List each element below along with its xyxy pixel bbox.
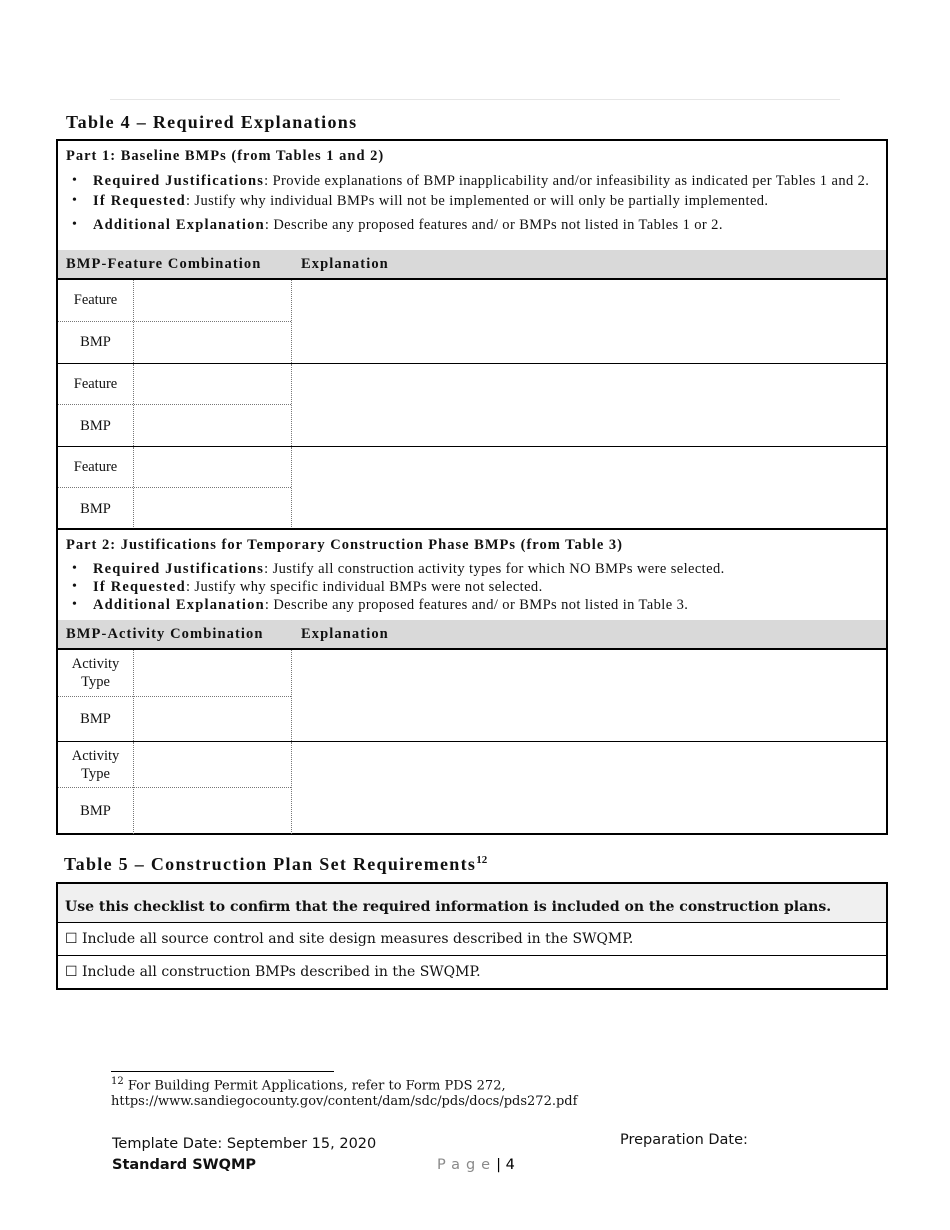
- checklist-item[interactable]: ☐ Include all construction BMPs described in the SWQMP.: [65, 964, 481, 980]
- list-item: • If Requested: Justify why specific individual BMPs were not selected.: [58, 578, 886, 596]
- table-row: [58, 363, 886, 446]
- page-indicator: Page| 4: [437, 1157, 515, 1173]
- feature-label: Feature: [73, 376, 118, 392]
- table-row: [58, 446, 886, 529]
- feature-label: Feature: [73, 292, 118, 308]
- table5: [56, 882, 888, 990]
- list-item: • Additional Explanation: Describe any proposed features and/ or BMPs not listed in Table 3.: [58, 596, 886, 614]
- checklist-header: Use this checklist to confirm that the required information is included on the construction plans.: [58, 884, 886, 923]
- checklist-item[interactable]: ☐ Include all source control and site design measures described in the SWQMP.: [58, 923, 886, 956]
- list-item: • Required Justifications: Provide explanations of BMP inapplicability and/or infeasibility as indicated per Tables 1 and 2.: [58, 172, 886, 190]
- table4: [56, 139, 888, 835]
- footnote-rule: [111, 1071, 334, 1072]
- bmp-label: BMP: [80, 711, 111, 727]
- bmp-label: BMP: [80, 803, 111, 819]
- footnote-url[interactable]: https://www.sandiegocounty.gov/content/dam/sdc/pds/docs/pds272.pdf: [111, 1094, 578, 1110]
- template-date: Template Date: September 15, 2020: [112, 1136, 377, 1152]
- preparation-date: Preparation Date:: [620, 1132, 748, 1148]
- col-bmp-activity-header: BMP-Activity Combination: [66, 626, 264, 642]
- part1-column-headers: [58, 250, 886, 280]
- col-explanation-header: Explanation: [301, 256, 389, 272]
- bmp-label: BMP: [80, 418, 111, 434]
- activity-type-label: Activity Type: [71, 656, 120, 690]
- footnote: $^{12}$ For Building Permit Applications, refer to Form PDS 272, https://www.sandiegocounty.gov/content/dam/sdc/pds/docs/pds272.pdf: [111, 1076, 578, 1110]
- list-item: • Required Justifications: Justify all construction activity types for which NO BMPs were selected.: [58, 560, 886, 578]
- part1-bullets: [58, 172, 886, 234]
- activity-type-label: Activity Type: [71, 748, 120, 782]
- table-row: [58, 280, 886, 363]
- table-row: [58, 650, 886, 741]
- footnote-ref: 12: [476, 854, 488, 866]
- header-rule: [110, 99, 840, 100]
- bmp-label: BMP: [80, 334, 111, 350]
- part2-column-headers: [58, 620, 886, 650]
- list-item: • Additional Explanation: Describe any proposed features and/ or BMPs not listed in Tables 1 or 2.: [58, 216, 886, 234]
- table-row: [58, 741, 886, 834]
- document-type: Standard SWQMP: [112, 1157, 257, 1173]
- col-bmp-feature-header: BMP-Feature Combination: [66, 256, 262, 272]
- feature-label: Feature: [73, 459, 118, 475]
- bmp-label: BMP: [80, 501, 111, 517]
- table4-title: Table 4 – Required Explanations: [66, 112, 358, 132]
- page-number: 4: [505, 1157, 515, 1173]
- part2-heading: Part 2: Justifications for Temporary Construction Phase BMPs (from Table 3): [66, 537, 623, 553]
- part2-bullets: [58, 560, 886, 614]
- col-explanation-header: Explanation: [301, 626, 389, 642]
- table5-title: Table 5 – Construction Plan Set Requirements$^{12}$: [64, 854, 488, 874]
- part1-heading: Part 1: Baseline BMPs (from Tables 1 and 2): [66, 148, 385, 164]
- list-item: • If Requested: Justify why individual BMPs will not be implemented or will only be partially implemented.: [58, 192, 886, 210]
